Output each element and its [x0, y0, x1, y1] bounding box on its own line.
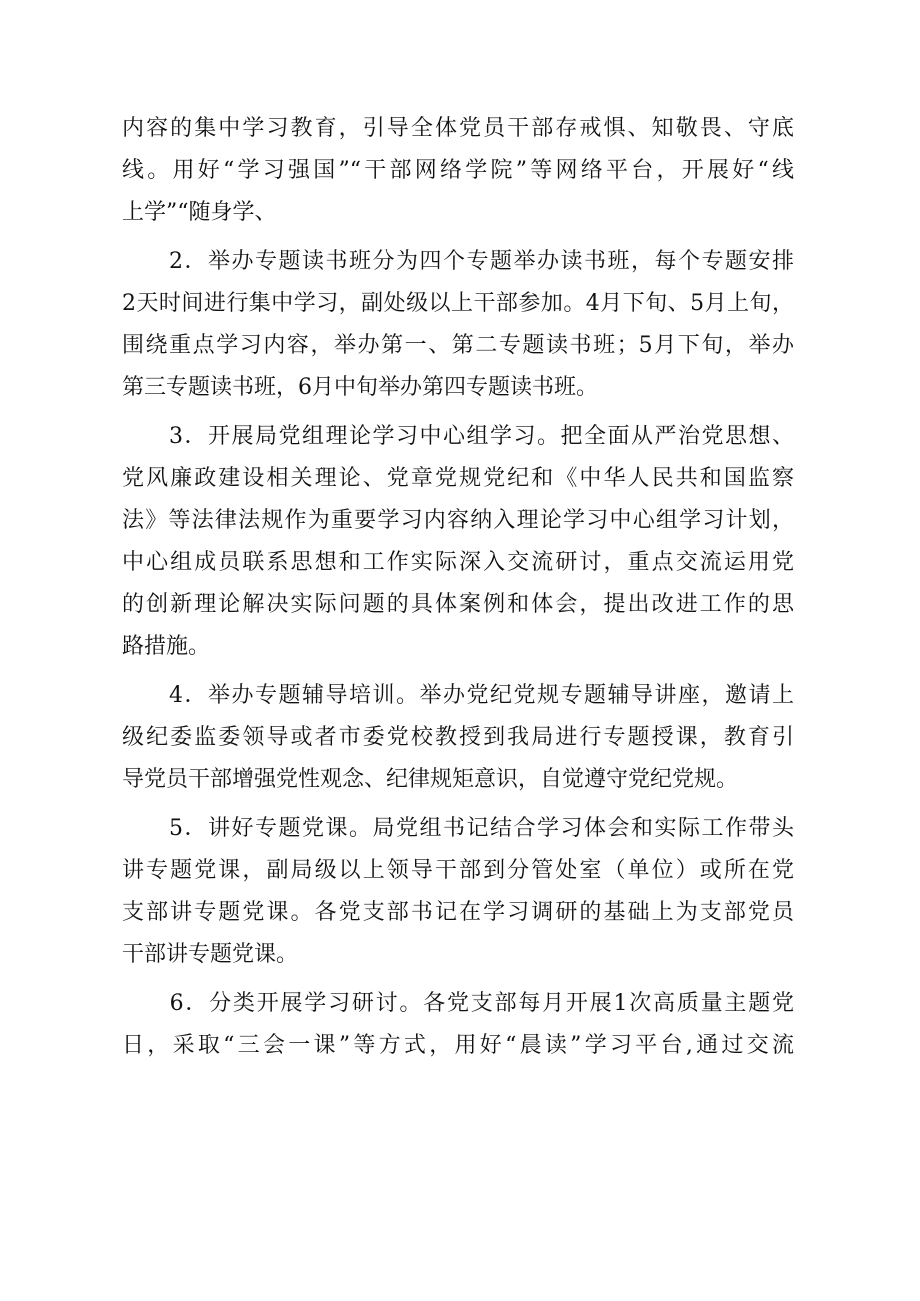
text-line: 日，采取“三会一课”等方式，用好“晨读”学习平台,通过交流 — [122, 1033, 794, 1058]
text-line: 级纪委监委领导或者市委党校教授到我局进行专题授课，教育引 — [122, 725, 794, 750]
text-line: 法》等法律法规作为重要学习内容纳入理论学习中心组学习计划， — [122, 508, 794, 533]
text-line: 第三专题读书班，6月中旬举办第四专题读书班。 — [122, 375, 598, 400]
paragraph-item-5 — [122, 808, 794, 976]
text-line: 的创新理论解决实际问题的具体案例和体会，提出改进工作的思 — [122, 592, 794, 617]
text-line: 2天时间进行集中学习，副处级以上干部参加。4月下旬、5月上旬， — [122, 291, 794, 316]
text-line: 党风廉政建设相关理论、党章党规党纪和《中华人民共和国监察 — [122, 466, 794, 491]
paragraph-item-6 — [122, 983, 794, 1067]
text-line: 上学”“随身学、 — [122, 200, 277, 225]
text-line: 围绕重点学习内容，举办第一、第二专题读书班；5月下旬，举办 — [122, 333, 794, 358]
text-line: 支部讲专题党课。各党支部书记在学习调研的基础上为支部党员 — [122, 900, 794, 925]
paragraph-continuation — [122, 108, 794, 234]
text-line: 中心组成员联系思想和工作实际深入交流研讨，重点交流运用党 — [122, 550, 794, 575]
text-line: 5．讲好专题党课。局党组书记结合学习体会和实际工作带头 — [122, 816, 794, 841]
text-line: 4．举办专题辅导培训。举办党纪党规专题辅导讲座，邀请上 — [122, 683, 794, 708]
text-line: 2．举办专题读书班分为四个专题举办读书班，每个专题安排 — [122, 249, 794, 274]
paragraph-item-2 — [122, 241, 794, 409]
text-line: 路措施。 — [122, 634, 211, 659]
text-line: 6．分类开展学习研讨。各党支部每月开展1次高质量主题党 — [122, 991, 794, 1016]
document-body — [122, 108, 794, 1067]
text-line: 讲专题党课，副局级以上领导干部到分管处室（单位）或所在党 — [122, 858, 794, 883]
text-line: 干部讲专题党课。 — [122, 942, 299, 967]
text-line: 内容的集中学习教育，引导全体党员干部存戒惧、知敬畏、守底 — [122, 116, 794, 141]
text-line: 线。用好“学习强国”“干部网络学院”等网络平台，开展好“线 — [122, 158, 794, 183]
text-line: 3．开展局党组理论学习中心组学习。把全面从严治党思想、 — [122, 424, 794, 449]
paragraph-item-3 — [122, 416, 794, 668]
text-line: 导党员干部增强党性观念、纪律规矩意识，自觉遵守党纪党规。 — [122, 767, 739, 792]
paragraph-item-4 — [122, 675, 794, 801]
